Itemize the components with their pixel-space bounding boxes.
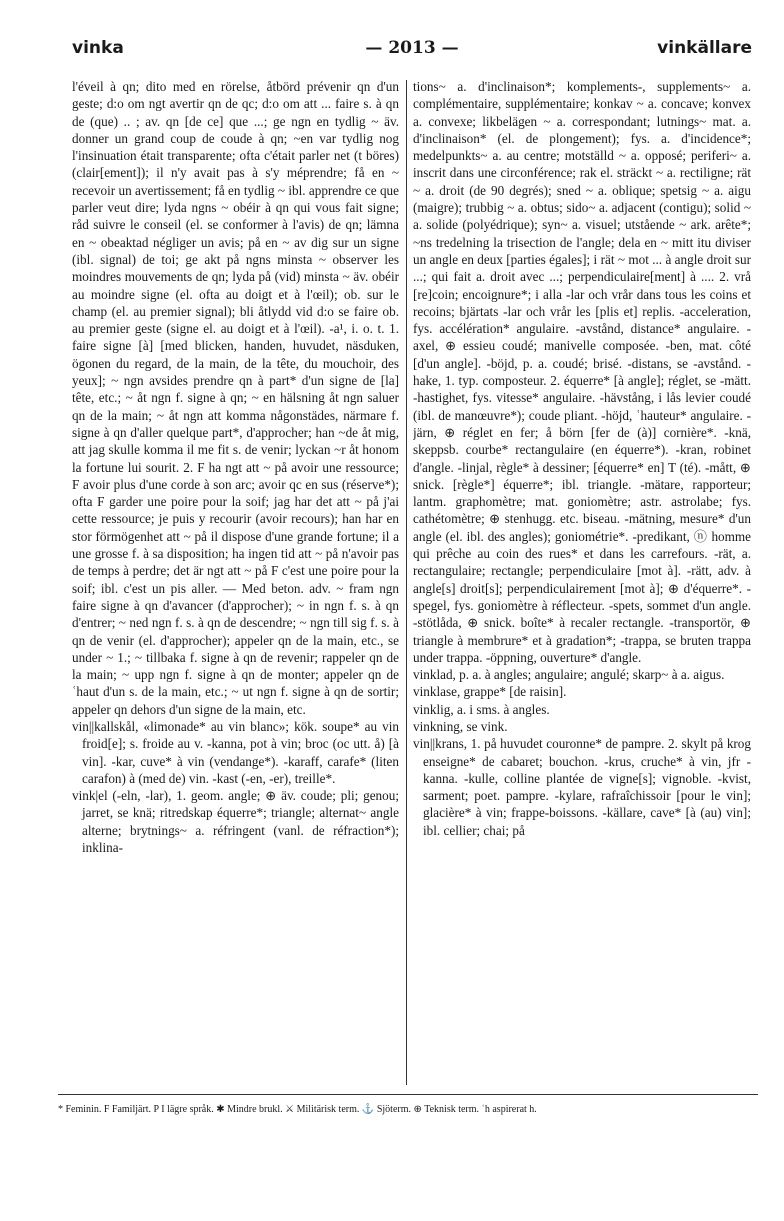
- guide-word-left: vinka: [72, 38, 124, 58]
- entry-vinkallskal: vin||kallskål, «limonade* au vin blanc»; kök. soupe* au vin froid[e]; s. froide au v. -kanna, pot à vin; broc (oc utt. å) [à vin]. -kar, cuve* à vin (vendange*). -karaff, carafe* (liten carafon) à (med de) vin. -kast (-en, -er), treille*.: [72, 718, 399, 786]
- entry-vinklad: vinklad, p. a. à angles; angulaire; angulé; skarp~ à a. aigus.: [413, 667, 725, 683]
- entry-vinklase: vinklase, grappe* [de raisin].: [413, 684, 567, 700]
- entry-vinkel: vink|el (-eln, -lar), 1. geom. angle; ⊕ äv. coude; pli; genou; jarret, se knä; ritredskap équerre*; triangle; alternat~ angle alterne; brytnings~ a. réfringent (vanl. de réfraction*); inklina-: [72, 788, 399, 856]
- entry-vinkel-continuation: tions~ a. d'inclinaison*; komplements-, supplements~ a. complémentaire, supplémentaire; konkav ~ a. concave; konvex a. convexe; likbelägen ~ a. correspondant; lutnings~ mat. a. d'inclinaison* (el. de plongement); fys. a. d'incidence*; medelpunkts~ a. au centre; motställd ~ a. opposé; periferi~ a. inscrit dans une circonférence; rak el. sträckt ~ a. rectiligne; rät ~ a. droit (de 90 degrés); sned ~ a. oblique; spetsig ~ a. aigu (maigre); trubbig ~ a. obtus; sido~ a. adjacent (contigu); solid ~ a. solide (polyédrique); syn~ a. visuel; utstående ~ ark. arête*; ~ns tredelning la trisection de l'angle; dela en ~ mitt itu diviser un angle en deux [parties égales]; i rät ~ mot ... à angle droit sur ...; qui fait a. droit avec ...; perpendiculaire[ment] à .... 2. vrå [re]coin; encoignure*; i alla -lar och vrår dans tous les coins et recoins; bjärtats -lar och vrår les [plis et] replis. -acceleration, fys. accélération* angulaire. -avstånd, distance* angulaire. -axel, ⊕ essieu coudé; manivelle composée. -ben, mat. côté [d'un angle]. -böjd, p. a. coudé; brisé. -distans, se -avstånd. -hake, 1. typ. composteur. 2. équerre* [à angle]; réglet, se -mätt. -hastighet, fys. vitesse* angulaire. -hävstång, i lås levier coudé (ibl. de manœuvre*); coude pliant. -höjd, ʿhauteur* angulaire. -järn, ⊕ réglet en fer; å börn [fer de (à)] cornière*. -knä, skeppsb. courbe* rectangulaire (en équerre*). -kran, robinet d'angle. -linjal, règle* à dessiner; [équerre* en] T (té). -mått, ⊕ snick. [règle*] équerre*; ibl. triangle. -mätare, rapporteur; lantm. graphomètre; mat. goniomètre; astr. astrolabe; fys. cathétomètre; ⊕ stenhugg. etc. biseau. -mätning, mesure* d'un angle (el. ibl. des angles); goniométrie*. -predikant, ⓝ homme qui prêche au coin des rues* et dans les carrefours. -rät, a. rectangulaire; rectangle; perpendiculaire [mot à]. -rätt, adv. à angle[s] droit[s]; perpendiculairement [mot à]; ⊕ d'équerre*. -spegel, fys. goniomètre à réflecteur. -spets, sommet d'un angle. -stötlåda, ⊕ snick. boîte* à recaler rectangle. -transportör, ⊕ triangle à membrure* et à gradation*; -trappa, se bruten trappa under trappa. -öppning, ouverture* d'angle.: [413, 79, 751, 665]
- column-divider: [406, 80, 407, 1085]
- abbreviation-legend: * Feminin. F Familjärt. P I lägre språk. ✱ Mindre brukl. ⚔ Militärisk term. ⚓ Sjöterm. ⊕ Teknisk term. ʿh aspirerat h.: [58, 1104, 537, 1115]
- guide-word-right: vinkällare: [657, 38, 752, 58]
- entry-vinkning: vinkning, se vink.: [413, 718, 508, 734]
- entry-vinkrans: vin||krans, 1. på huvudet couronne* de pampre. 2. skylt på krog enseigne* de cabaret; bouchon. -krus, cruche* à vin, jfr -kanna. -kulle, colline plantée de vigne[s]; vignoble. -kvist, sarment; poet. pampre. -kylare, rafraîchissoir [pour le vin]; glacière* à vin; frappe-boissons. -källare, cave* [à (au) vin]; ibl. cellier; chai; på: [413, 736, 751, 838]
- left-column: [72, 78, 399, 1088]
- entry-continuation: l'éveil à qn; dito med en rörelse, åtbörd prévenir qn d'un geste; d:o om ngt avertir qn de qc; d:o om att ... faire s. à qn de (que) .. ; av. qn [de ce] que ...; ge ngn en tydlig ~ äv. donner un grand coup de coude à qn; ~en var tydlig nog l'insinuation était transparente; ofta c'était parler net (t böres) (clair[ement]); il n'y avait pas à s'y méprendre; få en ~ recevoir un avertissement; få en tydlig ~ ibl. apprendre ce que parler veut dire; lyda ngns ~ obéir à qn qui vous fait signe; råd suivre le conseil (el. se conformer à l'avis) de qn; lämna en ~ obeaktad négliger un avis; på en ~ av dig sur un signe (ibl. signal) de toi; ge akt på ngns minsta ~ observer les moindres mouvements de qn; lyda på (vid) minsta ~ äv. obéir au moindre signe (el. ofta au doigt et à l'œil); ob. sur le champ (el. au premier signal); bli åtlydd vid d:o se faire ob. au premier geste (signe el. au doigt et à l'œil). -a¹, i. o. t. 1. faire signe [à] [med blicken, handen, huvudet, näsduken, ögonen du regard, de la main, de la tête, du mouchoir, des yeux]; ~ ngn avsides prendre qn à part* d'un signe de [la] tête, etc.; ~ åt ngn f. signe à qn; ~ en hälsning åt ngn saluer qn de la main; ~ åt ngn att komma någonstädes, närmare f. signe à qn d'aller quelque part*, d'approcher; han ~de åt mig, att jag skulle komma il me fit s. de venir; lyckan ~r åt honom la fortune lui sourit. 2. F ha ngt att ~ på avoir une ressource; F avoir plus d'une corde à son arc; avoir qc en sus (réserve*); ofta F garder une poire pour la soif; jag har det att ~ på j'ai cette ressource; je puis y recourir (avoir recours); han har en stor förmögenhet att ~ på il dispose d'une grande fortune; il a une grosse f. à sa disposition; ha ingen tid att ~ på n'avoir pas de temps à perdre; det är ngt att ~ på F c'est une poire pour la soif; ibl. c'est un pis aller. — Med beton. adv. ~ fram ngn faire signe à qn d'avancer (d'approcher); ~ in ngn f. s. à qn d'entrer; ~ ned ngn f. s. à qn de descendre; ~ ngn till sig f. s. à qn de venir (el. d'approcher); appeler qn de la main, etc., se under ~ 1.; ~ tillbaka f. signe à qn de revenir; rappeler qn de la main; ~ upp ngn f. signe à qn de monter; appeler qn de ʿhaut d'un s. de la main, etc.; ~ ut ngn f. signe à qn de sortir; appeler qn dehors d'un signe de la main, etc.: [72, 79, 399, 717]
- footnote-divider: [58, 1094, 758, 1095]
- right-column: [413, 78, 751, 1088]
- page-number: — 2013 —: [365, 38, 459, 58]
- entry-vinklig: vinklig, a. i sms. à angles.: [413, 701, 550, 717]
- page-header: [72, 38, 752, 68]
